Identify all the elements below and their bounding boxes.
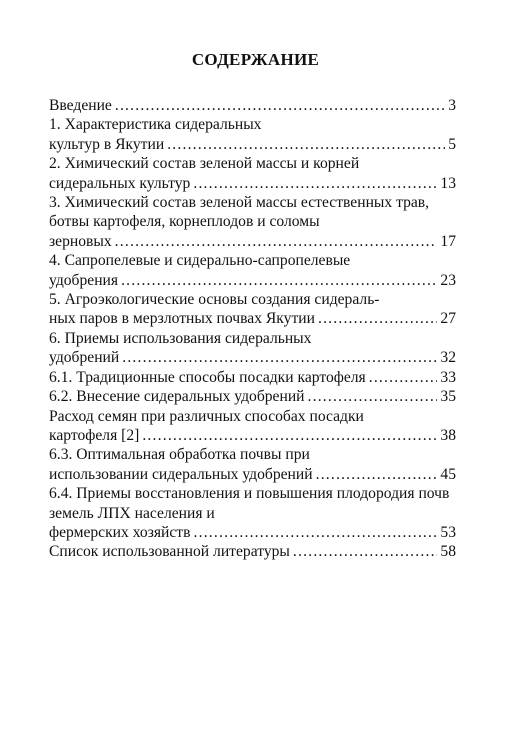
toc-entry-title: 3. Химический состав зеленой массы естественных трав, ботвы картофеля, корнеплодов и соломы [49,194,430,231]
toc-entry-title: 5. Агроэкологические основы создания сидераль- [49,291,380,309]
toc-entry [49,445,456,484]
toc-entry-text: удобрений [49,349,120,367]
toc-page-number: 35 [440,388,456,406]
toc-entry-line [49,465,456,484]
dot-leader [193,174,437,193]
toc-page-number: 32 [440,349,456,367]
toc-page-number: 5 [448,135,456,153]
toc-entry-title: 6.3. Оптимальная обработка почвы при [49,446,310,464]
toc-entry-text: 6.1. Традиционные способы посадки картофеля [49,368,366,386]
toc-entry-text: картофеля [2] [49,426,140,444]
toc-entry-text: зерновых [49,232,112,250]
toc-entry-line [49,271,456,290]
toc-entry [49,96,456,115]
toc-entry-line [49,348,456,367]
dot-leader [194,523,438,542]
toc-entry [49,542,456,561]
toc-entry-title: 6. Приемы использования сидеральных [49,329,312,347]
toc-entry-line [49,542,456,561]
dot-leader [115,232,438,251]
toc-entry-title: Расход семян при различных способах посадки [49,407,364,425]
toc-entry [49,387,456,406]
dot-leader [293,542,437,561]
toc-entry-title: 6.4. Приемы восстановления и повышения плодородия почв земель ЛПХ населения и [49,485,450,522]
toc-entry-text: 6.2. Внесение сидеральных удобрений [49,388,305,406]
toc-entry-text: ных паров в мерзлотных почвах Якутии [49,310,315,328]
toc-entry-text: Введение [49,97,112,114]
dot-leader [167,135,445,154]
toc-page-number: 33 [440,368,456,386]
toc-page-number: 13 [440,174,456,192]
toc-entry [49,407,456,446]
toc-entry [49,290,456,329]
toc-entry [49,193,456,251]
toc-page-number: 45 [440,465,456,483]
toc-entry-text: сидеральных культур [49,174,191,192]
toc-entry-line [49,96,456,115]
dot-leader [121,271,437,290]
page-title: СОДЕРЖАНИЕ [191,50,320,69]
toc-entry-title: 2. Химический состав зеленой массы и корней [49,155,360,173]
dot-leader [142,426,437,445]
toc-entry-line [49,174,456,193]
toc-entry-text: удобрения [49,271,119,289]
toc-entry-title: 1. Характеристика сидеральных [49,116,262,134]
dot-leader [122,348,437,367]
toc-entry-line [49,426,456,445]
toc-entry-text: культур в Якутии [49,135,165,153]
dot-leader [308,387,438,406]
toc-entry-line [49,523,456,542]
toc-entry [49,329,456,368]
table-of-contents [49,96,456,562]
toc-entry [49,251,456,290]
toc-entry [49,484,456,542]
dot-leader [369,368,438,387]
toc-entry [49,115,456,154]
dot-leader [115,96,445,115]
toc-page-number: 17 [440,232,456,250]
toc-entry [49,368,456,387]
toc-entry [49,154,456,193]
toc-page-number: 3 [448,97,456,114]
toc-page-number: 23 [440,271,456,289]
toc-entry-line [49,387,456,406]
dot-leader [316,465,438,484]
toc-entry-line [49,309,456,328]
toc-page-number: 58 [440,543,456,561]
toc-page-number: 53 [440,523,456,541]
toc-page-number: 27 [440,310,456,328]
toc-entry-text: использовании сидеральных удобрений [49,465,313,483]
toc-entry-text: Список использованной литературы [49,543,290,561]
toc-entry-text: фермерских хозяйств [49,523,191,541]
dot-leader [318,309,437,328]
toc-entry-line [49,232,456,251]
toc-entry-title: 4. Сапропелевые и сидерально-сапропелевые [49,252,351,270]
toc-entry-line [49,135,456,154]
toc-entry-line [49,368,456,387]
toc-page-number: 38 [440,426,456,444]
